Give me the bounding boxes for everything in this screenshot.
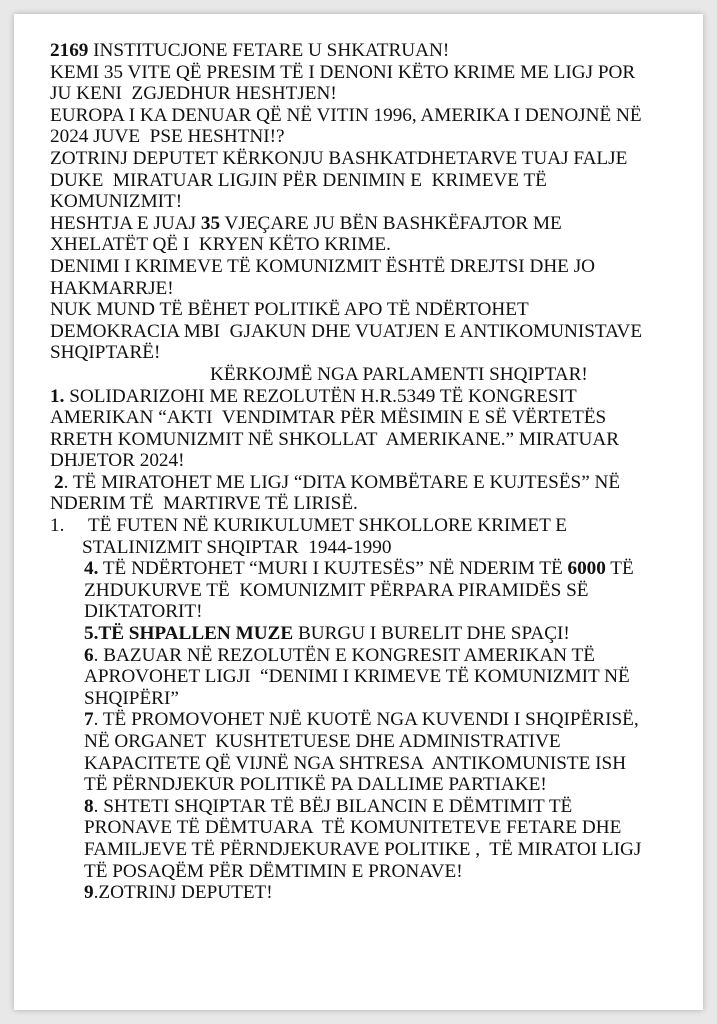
text-line: DHJETOR 2024! [50,450,185,472]
text-line: 2024 JUVE PSE HESHTNI!? [50,126,285,148]
text-line: HESHTJA E JUAJ 35 VJEÇARE JU BËN BASHKËFAJTOR ME [50,212,562,234]
text-line: KOMUNIZMIT! [50,191,183,213]
text-line: TË PËRNDJEKUR POLITIKË PA DALLIME PARTIAKE! [84,774,547,796]
list-item: 4. TË NDËRTOHET “MURI I KUJTESËS” NË NDERIM TË 6000 TË [84,558,634,580]
text-line: SHQIPËRI” [84,687,179,709]
section-heading: KËRKOJMË NGA PARLAMENTI SHQIPTAR! [210,363,588,385]
text-line: KAPACITETE QË VIJNË NGA SHTRESA ANTIKOMUNISTE ISH [84,752,627,774]
document-page [14,14,703,1010]
text-line: ZHDUKURVE TË KOMUNIZMIT PËRPARA PIRAMIDËS SË [84,579,589,601]
list-item: 5.TË SHPALLEN MUZE BURGU I BURELIT DHE SPAÇI! [84,623,570,645]
text-line: RRETH KOMUNIZMIT NË SHKOLLAT AMERIKANE.” MIRATUAR [50,428,620,450]
text-line: XHELATËT QË I KRYEN KËTO KRIME. [50,234,391,256]
text-line: HAKMARRJE! [50,277,174,299]
list-item: 7. TË PROMOVOHET NJË KUOTË NGA KUVENDI I SHQIPËRISË, [84,709,639,731]
text-line: NDERIM TË MARTIRVE TË LIRISË. [50,493,358,515]
text-line: DEMOKRACIA MBI GJAKUN DHE VUATJEN E ANTIKOMUNISTAVE [50,320,643,342]
text-line: NUK MUND TË BËHET POLITIKË APO TË NDËRTOHET [50,299,529,321]
text-line: AMERIKAN “AKTI VENDIMTAR PËR MËSIMIN E SË VËRTETËS [50,407,607,429]
text-line: STALINIZMIT SHQIPTAR 1944-1990 [82,536,392,558]
text-line: NË ORGANET KUSHTETUESE DHE ADMINISTRATIVE [84,731,561,752]
text-line: ZOTRINJ DEPUTET KËRKONJU BASHKATDHETARVE TUAJ FALJE [50,147,628,169]
text-line: JU KENI ZGJEDHUR HESHTJEN! [50,83,337,105]
text-line: TË POSAQËM PËR DËMTIMIN E PRONAVE! [84,860,463,882]
text-line: EUROPA I KA DENUAR QË NË VITIN 1996, AMERIKA I DENOJNË NË [50,104,642,126]
text-line: KEMI 35 VITE QË PRESIM TË I DENONI KËTO KRIME ME LIGJ POR [50,61,636,83]
text-line: 2169 INSTITUCJONE FETARE U SHKATRUAN! [50,40,450,61]
text-line: APROVOHET LIGJI “DENIMI I KRIMEVE TË KOMUNIZMIT NË [84,666,630,688]
text-line: FAMILJEVE TË PËRNDJEKURAVE POLITIKE , TË MIRATOI LIGJ [84,838,642,860]
text-line: DIKTATORIT! [84,601,203,623]
list-item: 1. TË FUTEN NË KURIKULUMET SHKOLLORE KRIMET E [50,515,567,537]
list-item: 6. BAZUAR NË REZOLUTËN E KONGRESIT AMERIKAN TË [84,644,595,666]
text-line: DENIMI I KRIMEVE TË KOMUNIZMIT ËSHTË DREJTSI DHE JO [50,255,596,277]
list-item: 2. TË MIRATOHET ME LIGJ “DITA KOMBËTARE E KUJTESËS” NË [54,471,621,493]
text-line: DUKE MIRATUAR LIGJIN PËR DENIMIN E KRIMEVE TË [50,169,547,191]
list-item: 1. SOLIDARIZOHI ME REZOLUTËN H.R.5349 TË KONGRESIT [50,385,577,407]
list-item: 9.ZOTRINJ DEPUTET! [84,882,273,904]
text-line: SHQIPTARË! [50,342,161,364]
list-item: 8. SHTETI SHQIPTAR TË BËJ BILANCIN E DËMTIMIT TË [84,795,573,817]
document-body [50,40,690,904]
text-line: PRONAVE TË DËMTUARA TË KOMUNITETEVE FETARE DHE [84,817,622,839]
